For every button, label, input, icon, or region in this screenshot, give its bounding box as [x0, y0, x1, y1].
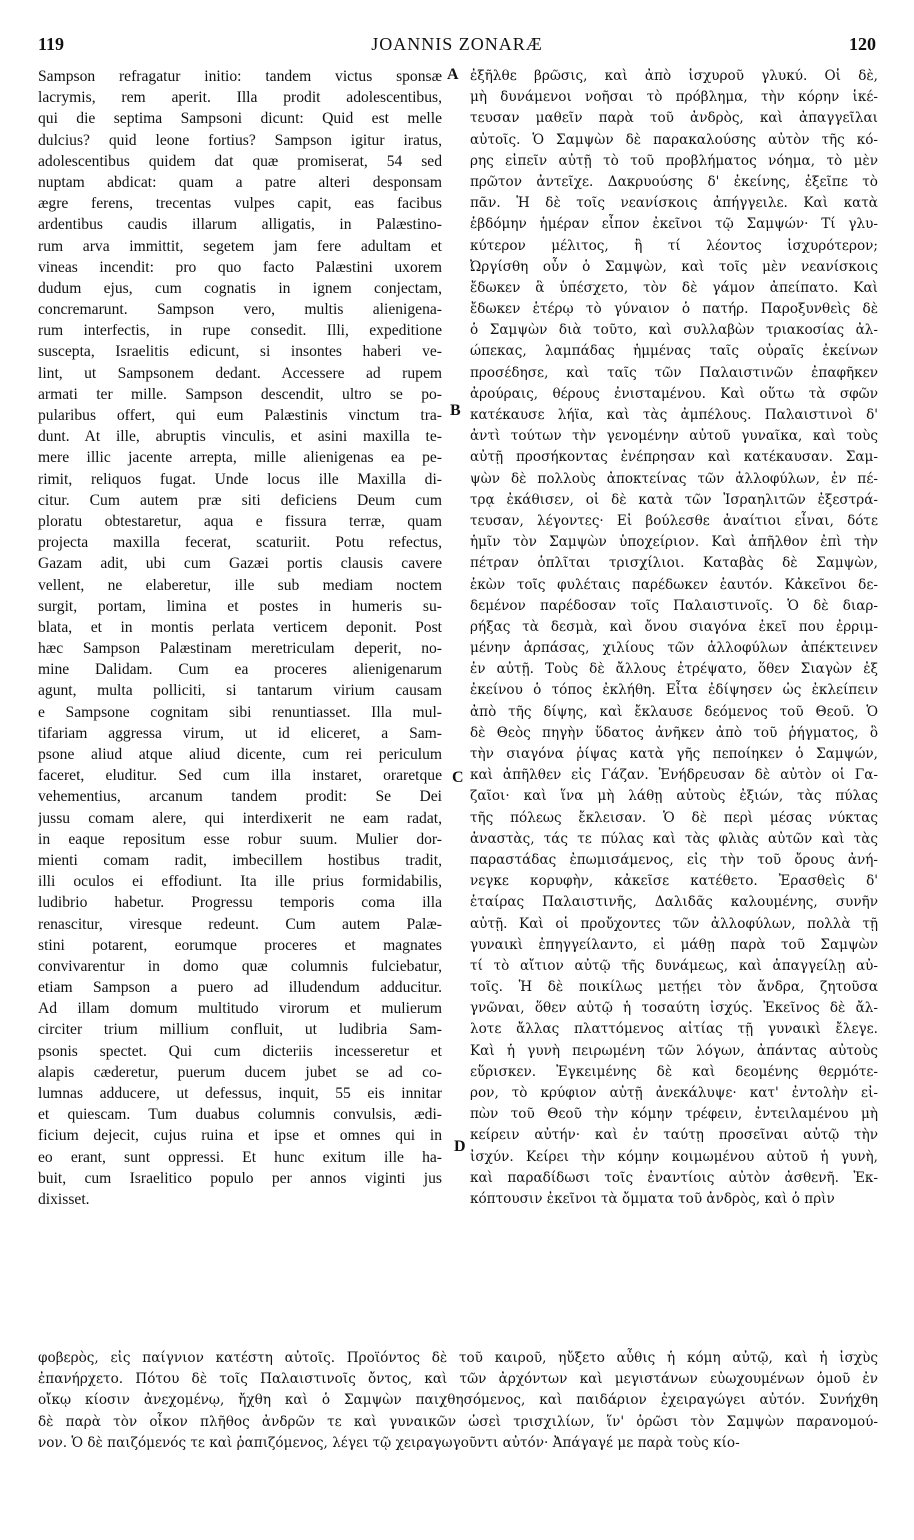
greek-text-line: μένην ἁρπάσας, χιλίους τῶν ἀλλοφύλων ἀπέκτεινεν	[470, 640, 878, 657]
latin-text-line: convivarentur in domo quæ columnis fulciebatur,	[38, 957, 442, 975]
greek-text-line: ἀρούραις, θέρους ἐνισταμένου. Καὶ οὕτω τὰ σφῶν	[470, 385, 878, 402]
marginal-letter-c: C	[452, 769, 464, 786]
latin-text-line: mere illic jacente arrepta, mille alienigenas ea pe-	[38, 449, 442, 467]
greek-text-line: ἀπὸ τῆς δίψης, καὶ ἔκλαυσε δεόμενος τοῦ Θεοῦ. Ὁ	[470, 703, 878, 720]
greek-text-line: εὕρισκεν. Ἐγκειμένης δὲ καὶ δεομένης θερμότε-	[470, 1063, 878, 1080]
latin-text-line: renascitur, viresque redeunt. Cum autem Palæ-	[38, 915, 442, 933]
latin-text-line: Ad illam domum multitudo virorum et mulierum	[38, 1000, 442, 1018]
greek-text-line: κατέκαυσε λήϊα, καὶ τὰς ἀμπέλους. Παλαιστινοὶ δ'	[470, 407, 878, 423]
greek-text-line: Καὶ ἡ γυνὴ πειρωμένη τῶν λόγων, ἀπάντας αὐτοὺς	[470, 1042, 878, 1059]
latin-text-line: tifariam aggressa virum, ut id eliceret, a Sam-	[38, 724, 442, 742]
latin-text-line: Sampson refragatur initio: tandem victus sponsæ	[38, 68, 442, 85]
latin-text-line: Gazam adit, ubi cum Gazæi portis clausis cavere	[38, 555, 442, 573]
greek-text-line: ἑβδόμην ἡμέραν εἶπον ἐκεῖνοι τῷ Σαμψών· Τί γλυ-	[470, 216, 878, 233]
marginal-letter-a: A	[447, 66, 459, 83]
latin-text-line: rimit, reliquos fugat. Unde locus ille Maxilla di-	[38, 470, 442, 488]
latin-text-line: ardentibus caudis illarum alligatis, in Palæstino-	[38, 216, 442, 234]
greek-text-line: ἀντὶ τούτων τὴν γενομένην αὐτοῦ γυναῖκα, καὶ τοὺς	[470, 428, 878, 445]
latin-text-line: vineas incendit: pro quo facto Palæstini uxorem	[38, 258, 442, 276]
latin-text-line: armati ter mille. Sampson descendit, ultro se po-	[38, 385, 442, 403]
latin-text-line: dunt. At ille, abruptis vinculis, et asini maxilla te-	[38, 428, 442, 446]
latin-text-line: rum interfectis, in rupe consedit. Illi, expeditione	[38, 322, 442, 340]
latin-text-line: ploratu obtestaretur, aqua e fissura terræ, quam	[38, 512, 442, 530]
latin-text-line: buit, cum Israelitico populo per annos viginti jus	[38, 1169, 442, 1187]
latin-text-line: in eaque repositum esse robur suum. Mulier dor-	[38, 830, 442, 848]
greek-text-line: ἡμῖν τὸν Σαμψὼν ὑποχείριον. Καὶ ἀπῆλθον ἐπὶ τὴν	[470, 534, 878, 551]
greek-text-line: ἐξῆλθε βρῶσις, καὶ ἀπὸ ἰσχυροῦ γλυκύ. Οἱ δὲ,	[470, 68, 878, 84]
latin-text-line: qui die septima Sampsoni dicunt: Quid est melle	[38, 110, 442, 128]
marginal-letter-d: D	[454, 1138, 466, 1155]
greek-text-line: προσέδησε, καὶ ταῖς τῶν Παλαιστινῶν ἐπαφῆκεν	[470, 364, 878, 381]
latin-text-line: faceret, eluditur. Sed cum illa instaret, oraretque	[38, 767, 442, 785]
latin-text-line: jussu comam alere, qui interdixerit ne eam radat,	[38, 809, 442, 827]
latin-text-line: ficium dejecit, cujus ruina et ipse et omnes qui in	[38, 1127, 442, 1145]
latin-text-line: e Sampsone cognitam sibi renuntiasset. Illa mul-	[38, 703, 442, 721]
greek-text-line: τί τὸ αἴτιον αὐτῷ τῆς δυνάμεως, καὶ ἀπαγγείλῃ αὐ-	[470, 957, 878, 974]
latin-text-line: alapis cæderetur, puerum ducem jubet se ad co-	[38, 1063, 442, 1081]
latin-text-line: pularibus offert, qui eum Palæstinis vinctum tra-	[38, 407, 442, 424]
latin-text-line: dixisset.	[38, 1190, 90, 1208]
greek-text-line: δὲ Θεὸς πηγὴν ὕδατος ἀνῆκεν ἀπὸ τοῦ ῥήγματος, ὃ	[470, 724, 878, 741]
greek-text-line: κόπτουσιν ἐκεῖνοι τὰ ὄμματα τοῦ ἀνδρὸς, καὶ ὁ πρὶν	[470, 1190, 835, 1207]
latin-text-line: lacrymis, rem aperit. Illa prodit adolescentibus,	[38, 89, 442, 107]
greek-text-line: Ὠργίσθη οὖν ὁ Σαμψὼν, καὶ τοῖς μὲν νεανίσκοις	[470, 258, 878, 275]
greek-column	[470, 66, 878, 1210]
latin-text-line: psonis spectet. Qui cum dicteriis incesseretur et	[38, 1042, 442, 1060]
greek-text-line: τὴν σιαγόνα ῥίψας κατὰ γῆς πεποίηκεν ὁ Σαμψών,	[470, 746, 878, 762]
greek-text-line: τοῖς. Ἡ δὲ ποικίλως μετῄει τὸν ἄνδρα, ζητοῦσα	[470, 979, 878, 996]
greek-text-line: ἔδωκεν ἑτέρῳ τὸ γύναιον ὁ πατήρ. Παροξυνθεὶς δὲ	[470, 301, 878, 318]
greek-text-line: τρᾳ ἐκάθισεν, οἱ δὲ κατὰ τῶν Ἰσραηλιτῶν ἐξεστρά-	[470, 491, 878, 508]
greek-text-line: ρήξας τὰ δεσμὰ, καὶ ὄνου σιαγόνα ἐκεῖ που ἐρριμ-	[470, 618, 878, 635]
greek-text-line: ρον, τὸ κρύφιον αὐτῇ ἀνεκάλυψε· κατ' ἐντολὴν εἰ-	[470, 1085, 878, 1101]
greek-text-line: ἔδωκεν ἃ ὑπέσχετο, τὸν δὲ γάμον ἀπείπατο. Καὶ	[470, 279, 878, 296]
greek-text-line: γνῶναι, ὅθεν αὐτῷ ἡ τοσαύτη ἰσχύς. Ἐκεῖνος δὲ ἄλ-	[470, 1000, 878, 1017]
greek-text-line: τῆς πόλεως ἔκλεισαν. Ὁ δὲ περὶ μέσας νύκτας	[470, 809, 878, 826]
greek-text-line: ὁ Σαμψὼν διὰ τοῦτο, καὶ συλλαβὼν τριακοσίας ἀλ-	[470, 322, 878, 339]
marginal-letter-b: B	[450, 402, 461, 419]
greek-text-line: νεγκε κορυφὴν, κἀκεῖσε κατέθετο. Ἐρασθεὶς δ'	[470, 873, 878, 890]
latin-text-line: ægre ferens, trecentas vulpes capit, eas facibus	[38, 195, 442, 213]
greek-text-line: παραστάδας ἐπωμισάμενος, εἰς τὴν τοῦ ὄρους ἀνή-	[470, 851, 878, 868]
greek-text-line: ἰσχύν. Κείρει τὴν κόμην κοιμωμένου αὐτοῦ ἡ γυνὴ,	[470, 1148, 878, 1165]
full-width-text-line: ἐπανήρχετο. Πότου δὲ τοῖς Παλαιστινοῖς ὄντος, καὶ τῶν ἀρχόντων καὶ μεγιστάνων εὐωχουμένων ὁμοῦ ἐν	[38, 1371, 878, 1388]
latin-text-line: nuptam abdicat: quam a patre alteri desponsam	[38, 173, 442, 191]
greek-text-line: πὼν τοῦ Θεοῦ τὴν κόμην τρέφειν, ἐντειλαμένου μὴ	[470, 1106, 878, 1123]
latin-text-line: dulcius? quid leone fortius? Sampson igitur iratus,	[38, 131, 442, 149]
page-number-right: 120	[849, 34, 876, 54]
greek-text-line: γυναικὶ ἐπηγγείλαντο, εἰ μάθῃ παρὰ τοῦ Σαμψὼν	[470, 936, 878, 953]
latin-text-line: rum arva immittit, segetem jam fere adultam et	[38, 237, 442, 255]
greek-text-line: ώπεκας, λαμπάδας ἡμμένας ταῖς οὐραῖς ἐκείνων	[470, 343, 878, 360]
latin-text-line: blata, et in montis perlata verticem deponit. Post	[38, 618, 442, 636]
page-number-left: 119	[38, 34, 65, 54]
greek-text-line: πέτραν ὁπλῖται τρισχίλιοι. Καταβὰς δὲ Σαμψὼν,	[470, 555, 878, 572]
greek-text-line: λοτε ἄλλας πλαττόμενος αἰτίας τῇ γυναικὶ ἔλεγε.	[470, 1021, 878, 1038]
greek-text-line: τευσαν, λέγοντες· Εἰ βούλεσθε ἀναίτιοι εἶναι, δότε	[470, 512, 878, 529]
latin-text-line: ludibrio habetur. Progressu temporis coma illa	[38, 894, 442, 912]
greek-text-line: ψὼν δὲ πολλοὺς ἀποκτείνας τῶν ἀλλοφύλων, ἐν πέ-	[470, 470, 878, 487]
greek-text-line: πρῶτον ἀντεῖχε. Δακρυούσης δ' ἐκείνης, ἐξεῖπε τὸ	[470, 173, 878, 190]
greek-text-line: ἑταίρας Παλαιστινῆς, Δαλιδᾶς καλουμένης, συνῆν	[470, 894, 878, 911]
full-width-text-line: δὲ παρὰ τὸν οἶκον πλῆθος ἀνδρῶν τε καὶ γυναικῶν ὡσεὶ τρισχιλίων, ἵν' ὁρῶσι τὸν Σαμψὼν παρανομού-	[38, 1413, 878, 1430]
full-width-text-line: φοβερὸς, εἰς παίγνιον κατέστη αὐτοῖς. Προϊόντος δὲ τοῦ καιροῦ, ηὔξετο αὖθις ἡ κόμη αὐτῷ, καὶ ἡ ἰσχὺς	[38, 1350, 878, 1366]
latin-text-line: psone aliud atque aliud dicente, cum rei periculum	[38, 746, 442, 763]
greek-text-line: ἐκείνου ὁ τόπος ἐκλήθη. Εἶτα ἐδίψησεν ὡς ἐκλείπειν	[470, 682, 878, 699]
latin-text-line: vellent, ne elaberetur, ille sub mediam noctem	[38, 576, 442, 594]
greek-text-line: κείρειν αὐτήν· καὶ ἐν ταύτῃ προσεῖναι αὐτῷ τὴν	[470, 1127, 878, 1144]
latin-text-line: hæc Sampson Palæstinam meretriculam deperit, no-	[38, 640, 442, 658]
greek-text-line: ἀναστὰς, τάς τε πύλας καὶ τὰς φλιὰς αὐτῶν καὶ τὰς	[470, 830, 878, 847]
full-width-text-line: οἴκῳ κίοσιν ἀνεχομένῳ, ἤχθη καὶ ὁ Σαμψὼν παιχθησόμενος, καὶ παιδάριον ἐχειραγώγει αὐτόν. Συνήχθη	[38, 1392, 878, 1409]
latin-text-line: surgit, portam, limina et postes in humeris su-	[38, 597, 442, 615]
greek-text-line: μὴ δυνάμενοι νοῆσαι τὸ πρόβλημα, τὴν κόρην ἱκέ-	[470, 89, 878, 106]
latin-text-line: adolescentibus quidem dat quæ promiserat, 54 sed	[38, 152, 442, 170]
greek-text-line: ρης εἰπεῖν αὐτῇ τὸ τοῦ προβλήματος νόημα, τὸ μὲν	[470, 152, 878, 169]
greek-text-line: ζαῖοι· καὶ ἵνα μὴ λάθῃ αὐτοὺς ἐξιών, τὰς πύλας	[470, 788, 878, 805]
full-width-greek-text	[38, 1348, 878, 1454]
latin-text-line: illi oculos ei effodiunt. Ita ille prius formidabilis,	[38, 873, 442, 891]
greek-text-line: ἑκὼν τοῖς φυλέταις παρέδωκεν ἑαυτόν. Κἀκεῖνοι δε-	[470, 576, 878, 593]
latin-text-line: stini potarent, eorumque proceres et magnates	[38, 936, 442, 954]
latin-text-line: lint, ut Sampsonem dedant. Accessere ad rupem	[38, 364, 442, 382]
latin-text-line: agunt, multa polliciti, si tantarum virium causam	[38, 682, 442, 700]
latin-text-line: dudum ejus, cum cognatis in ignem conjectam,	[38, 279, 442, 297]
latin-text-line: eo erant, sunt oppressi. Et hunc exitum ille ha-	[38, 1148, 442, 1166]
latin-text-line: projecta maxilla fecerat, scaturiit. Potu refectus,	[38, 534, 442, 552]
latin-text-line: citur. Cum autem præ siti deficiens Deum cum	[38, 491, 442, 509]
greek-text-line: δεμένον παρέδοσαν τοῖς Παλαιστινοῖς. Ὁ δὲ διαρ-	[470, 597, 878, 614]
greek-text-line: πᾶν. Ἡ δὲ τοῖς νεανίσκοις ἀπήγγειλε. Καὶ κατὰ	[470, 195, 878, 212]
greek-text-line: καὶ παραδίδωσι τοῖς ἐναντίοις αὐτὸν ἀσθενῆ. Ἐκ-	[470, 1169, 878, 1186]
page-header	[0, 0, 914, 62]
latin-text-line: mine Dalidam. Cum ea proceres alienigenarum	[38, 661, 442, 679]
greek-text-line: τευσαν μαθεῖν παρὰ τοῦ ἀνδρὸς, καὶ ἀπαγγεῖλαι	[470, 110, 878, 127]
latin-text-line: lumnas adducere, ut defessus, inquit, 55 eis innitar	[38, 1085, 442, 1102]
greek-text-line: αὐτῇ. Καὶ οἱ προὔχοντες τῶν ἀλλοφύλων, πολλὰ τῇ	[470, 915, 878, 932]
latin-text-line: etiam Sampson a puero ad illudendum adducitur.	[38, 979, 442, 997]
latin-column	[38, 66, 442, 1210]
running-title: JOANNIS ZONARÆ	[371, 34, 543, 54]
greek-text-line: ἐν αὐτῇ. Τοὺς δὲ ἄλλους ἐτρέψατο, ὅθεν Σιαγὼν ἐξ	[470, 661, 878, 678]
latin-text-line: suscepta, Israelitis edicunt, si insontes haberi ve-	[38, 343, 442, 361]
latin-text-line: et quiescam. Tum duabus columnis convulsis, ædi-	[38, 1106, 442, 1124]
latin-text-line: circiter trium millium confluit, ut ludibria Sam-	[38, 1021, 442, 1039]
full-width-text-line: νον. Ὁ δὲ παιζόμενός τε καὶ ῥαπιζόμενος, λέγει τῷ χειραγωγοῦντι αὐτόν· Ἀπάγαγέ με παρὰ τοὺς κίο-	[38, 1434, 740, 1451]
latin-text-line: mienti comam radit, imbecillem hostibus tradit,	[38, 851, 442, 869]
greek-text-line: καὶ ἀπῆλθεν εἰς Γάζαν. Ἐνήδρευσαν δὲ αὐτὸν οἱ Γα-	[470, 767, 878, 784]
latin-text-line: concremarunt. Sampson vero, multis alienigena-	[38, 301, 442, 319]
greek-text-line: αὐτῇ προσήκοντας ἐνέπρησαν καὶ κατέκαυσαν. Σαμ-	[470, 449, 878, 466]
latin-text-line: vehementius, arcanum tandem prodit: Se Dei	[38, 788, 442, 806]
greek-text-line: κύτερον μέλιτος, ἢ τί λέοντος ἰσχυρότερον;	[470, 237, 878, 254]
greek-text-line: αὐτοῖς. Ὁ Σαμψὼν δὲ παρακαλούσης αὐτὸν τῆς κό-	[470, 131, 878, 148]
